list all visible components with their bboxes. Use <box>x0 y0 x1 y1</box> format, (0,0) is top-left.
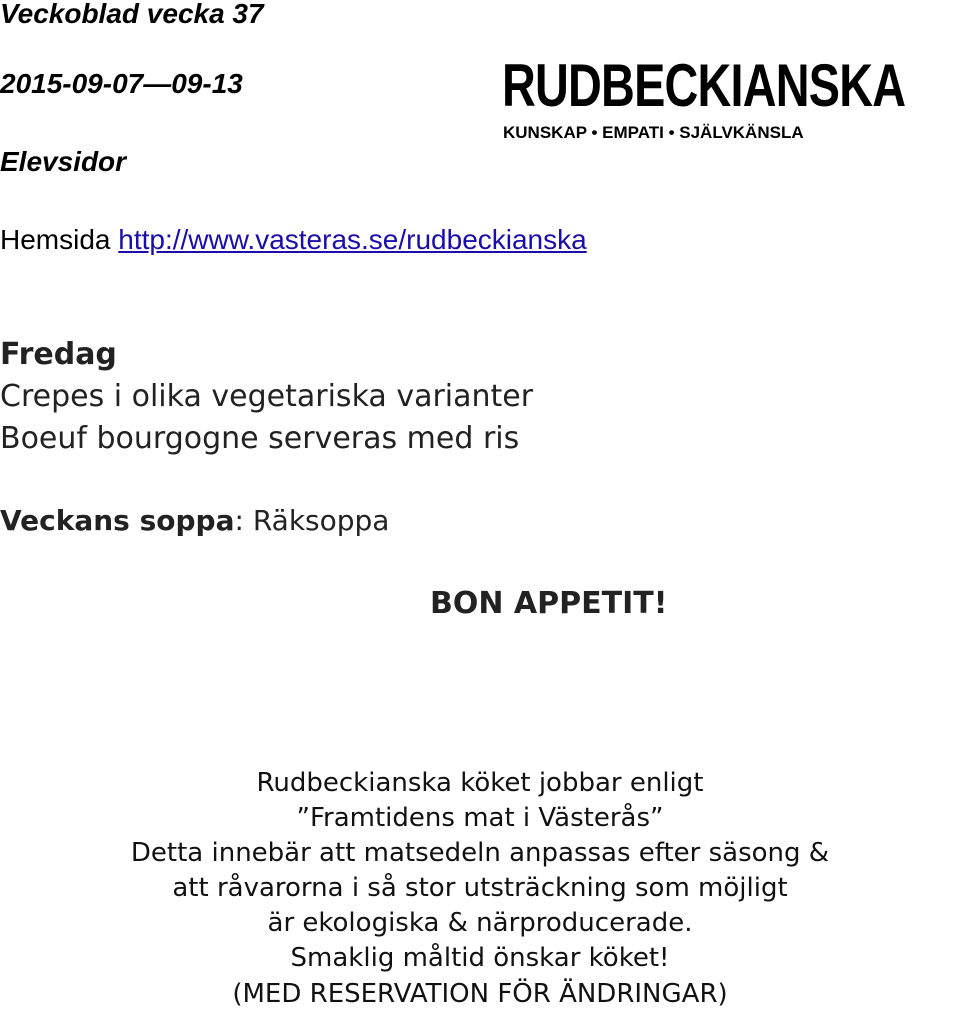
footer-line: (MED RESERVATION FÖR ÄNDRINGAR) <box>232 979 728 1009</box>
day-heading: Fredag <box>0 337 117 372</box>
footer-line: Rudbeckianska köket jobbar enligt <box>256 768 704 798</box>
footer-line: Smaklig måltid önskar köket! <box>290 943 670 973</box>
weekly-soup <box>0 504 389 538</box>
footer-line: Detta innebär att matsedeln anpassas efter säsong & <box>130 838 830 868</box>
footer-line: ”Framtidens mat i Västerås” <box>296 803 664 833</box>
soup-label: Veckans soppa <box>0 504 235 537</box>
date-range: 2015-09-07—09-13 <box>0 68 243 99</box>
soup-value: Räksoppa <box>252 504 390 537</box>
homepage-line <box>0 224 587 256</box>
dish-item: Boeuf bourgogne serveras med ris <box>0 421 520 456</box>
footer-line: är ekologiska & närproducerade. <box>267 908 693 938</box>
logo-tagline: KUNSKAP • EMPATI • SJÄLVKÄNSLA <box>503 123 804 142</box>
bon-appetit: BON APPETIT! <box>430 586 668 621</box>
soup-separator: : <box>234 504 244 537</box>
section-label: Elevsidor <box>0 146 127 177</box>
homepage-link[interactable]: http://www.vasteras.se/rudbeckianska <box>118 224 587 255</box>
homepage-label: Hemsida <box>0 224 111 255</box>
logo-wordmark: RUDBECKIANSKA <box>502 52 906 119</box>
footer-line: att råvarorna i så stor utsträckning som möjligt <box>172 873 788 903</box>
dish-item: Crepes i olika vegetariska varianter <box>0 379 534 414</box>
newsletter-title: Veckoblad vecka 37 <box>0 0 264 29</box>
